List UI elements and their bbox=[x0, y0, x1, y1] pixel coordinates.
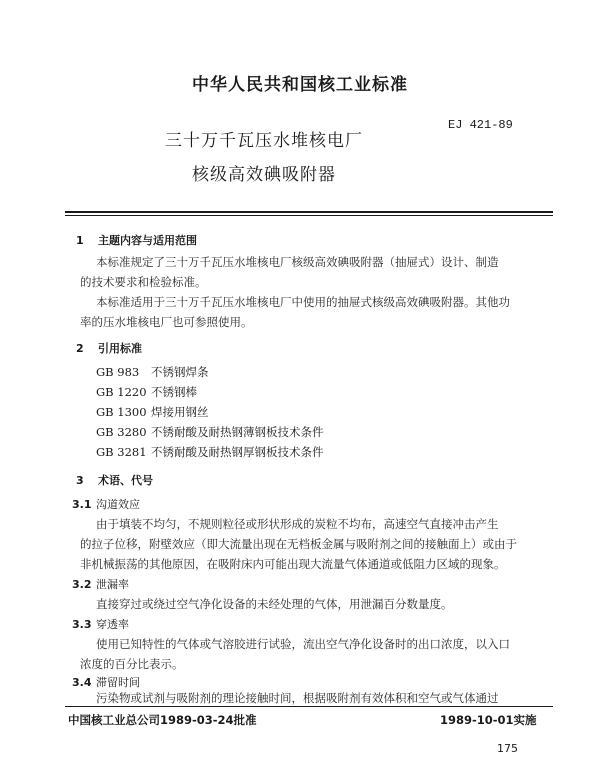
subsection-title: 滞留时间 bbox=[96, 676, 140, 689]
section-1-para1-line2: 的技术要求和检验标准。 bbox=[80, 275, 207, 289]
approval-statement: 中国核工业总公司1989-03-24批准 bbox=[68, 713, 257, 727]
reference-code: GB 983 bbox=[96, 365, 140, 379]
reference-item bbox=[96, 384, 197, 400]
section-number: 2 bbox=[76, 342, 84, 355]
section-2-heading bbox=[76, 340, 142, 356]
reference-desc: 焊接用钢丝 bbox=[151, 405, 209, 419]
section-1-para2-line1: 本标准适用于三十万千瓦压水堆核电厂中使用的抽屉式核级高效碘吸附器。其他功 bbox=[96, 295, 510, 309]
subsection-3-4-heading bbox=[72, 674, 140, 690]
subsection-number: 3.3 bbox=[72, 618, 92, 631]
reference-desc: 不锈钢焊条 bbox=[151, 365, 209, 379]
section-1-para2-line2: 率的压水堆核电厂也可参照使用。 bbox=[80, 315, 253, 329]
reference-item bbox=[96, 404, 209, 420]
section-1-heading bbox=[76, 232, 197, 248]
subsection-3-3-line1: 使用已知特性的气体或气溶胶进行试验，流出空气净化设备时的出口浓度，以入口 bbox=[96, 637, 510, 651]
header-divider-thin bbox=[65, 215, 553, 216]
subsection-3-4-line1: 污染物或试剂与吸附剂的理论接触时间，根据吸附剂有效体积和空气或气体通过 bbox=[96, 691, 499, 705]
section-3-heading bbox=[76, 472, 153, 488]
subsection-3-1-line3: 非机械振荡的其他原因，在吸附床内可能出现大流量气体通道或低阻力区域的现象。 bbox=[80, 557, 506, 571]
page-number: 175 bbox=[497, 742, 518, 755]
reference-code: GB 1220 bbox=[96, 385, 147, 399]
subsection-title: 沟道效应 bbox=[96, 498, 140, 511]
reference-code: GB 1300 bbox=[96, 405, 147, 419]
subsection-number: 3.2 bbox=[72, 578, 92, 591]
section-number: 3 bbox=[76, 474, 84, 487]
document-title-line2: 核级高效碘吸附器 bbox=[192, 165, 336, 185]
reference-desc: 不锈耐酸及耐热钢薄钢板技术条件 bbox=[151, 425, 324, 439]
reference-desc: 不锈钢棒 bbox=[151, 385, 197, 399]
section-title: 引用标准 bbox=[98, 342, 142, 355]
reference-desc: 不锈耐酸及耐热钢厚钢板技术条件 bbox=[151, 445, 324, 459]
reference-code: GB 3280 bbox=[96, 425, 147, 439]
section-title: 术语、代号 bbox=[98, 474, 153, 487]
subsection-3-1-line1: 由于填装不均匀，不规则粒径或形状形成的炭粒不均布，高速空气直接冲击产生 bbox=[96, 517, 499, 531]
section-title: 主题内容与适用范围 bbox=[98, 234, 197, 247]
subsection-title: 穿透率 bbox=[96, 618, 129, 631]
subsection-3-3-line2: 浓度的百分比表示。 bbox=[80, 657, 184, 671]
subsection-3-1-line2: 的拉子位移，附壁效应（即大流量出现在无档板金属与吸附剂之间的接触面上）或由于 bbox=[80, 537, 517, 551]
subsection-3-2-line1: 直接穿过或绕过空气净化设备的未经处理的气体，用泄漏百分数量度。 bbox=[96, 597, 453, 611]
reference-item bbox=[96, 444, 324, 460]
subsection-3-1-heading bbox=[72, 496, 140, 512]
section-1-para1-line1: 本标准规定了三十万千瓦压水堆核电厂核级高效碘吸附器（抽屉式）设计、制造 bbox=[96, 255, 499, 269]
reference-item bbox=[96, 364, 209, 380]
subsection-3-2-heading bbox=[72, 576, 129, 592]
document-title-line1: 三十万千瓦压水堆核电厂 bbox=[165, 131, 363, 151]
subsection-3-3-heading bbox=[72, 616, 129, 632]
standard-code: EJ 421-89 bbox=[448, 118, 513, 132]
subsection-number: 3.4 bbox=[72, 676, 92, 689]
subsection-title: 泄漏率 bbox=[96, 578, 129, 591]
subsection-number: 3.1 bbox=[72, 498, 92, 511]
section-number: 1 bbox=[76, 234, 84, 247]
reference-item bbox=[96, 424, 324, 440]
reference-code: GB 3281 bbox=[96, 445, 147, 459]
effective-date: 1989-10-01实施 bbox=[440, 713, 537, 727]
footer-divider bbox=[65, 706, 553, 707]
header-divider bbox=[65, 211, 553, 213]
standard-name: 中华人民共和国核工业标准 bbox=[192, 75, 408, 95]
